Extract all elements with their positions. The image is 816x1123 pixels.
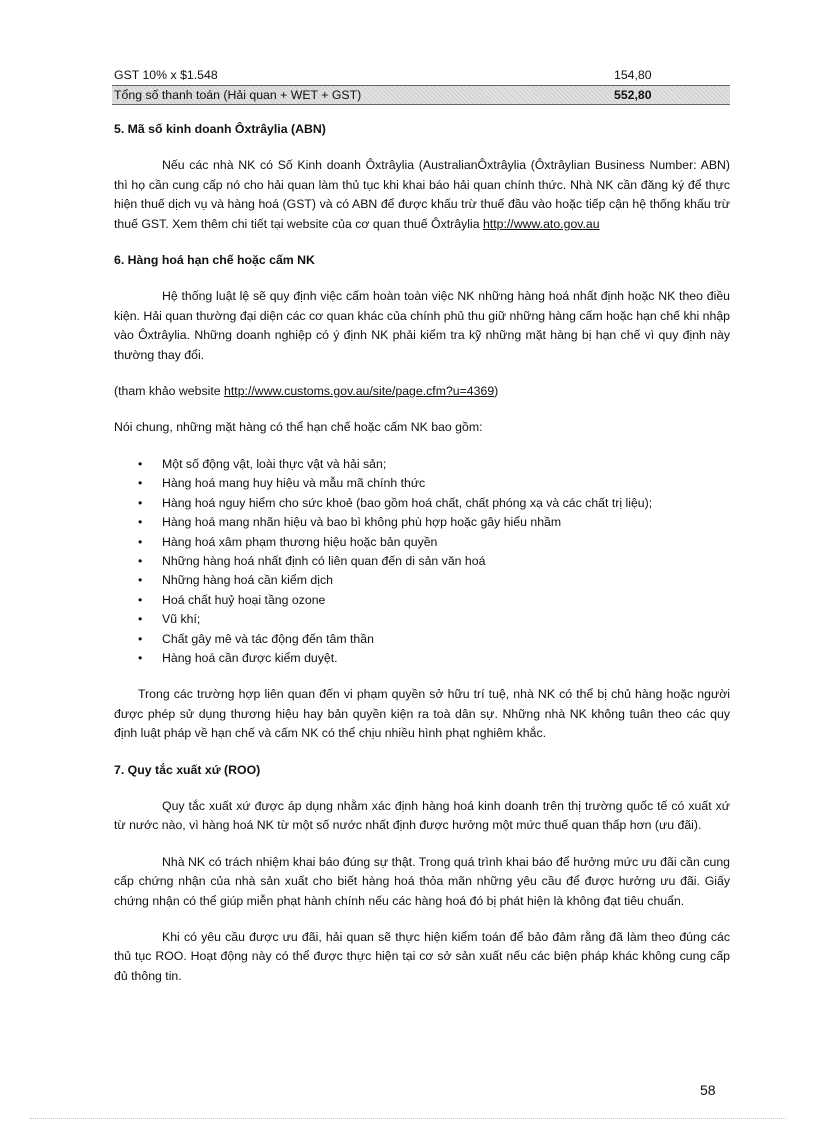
table-row bbox=[112, 66, 730, 85]
list-item-text: Hàng hoá mang nhãn hiệu và bao bì không phù hợp hoặc gây hiểu nhầm bbox=[162, 515, 562, 530]
restricted-goods-list bbox=[114, 455, 730, 668]
list-item-text: Những hàng hoá cần kiểm dịch bbox=[162, 573, 333, 588]
section-6-closing-paragraph: Trong các trường hợp liên quan đến vi phạm quyền sở hữu trí tuệ, nhà NK có thể bị chủ hàng hoặc người được phép sử dụng thương hiệu hay bản quyền kiện ra toà dân sự. Những nhà NK không tuân theo các quy định luật pháp về hạn chế và cấm NK có thể chịu nhiều hình phạt nghiêm khắc. bbox=[114, 687, 730, 741]
page-number: 58 bbox=[700, 1082, 716, 1098]
section-7-paragraph-2: Nhà NK có trách nhiệm khai báo đúng sự thật. Trong quá trình khai báo để hưởng mức ưu đãi cần cung cấp chứng nhận của nhà sản xuất cho biết hàng hoá thỏa mãn những yêu cầu để được hưởng ưu đãi. Giấy chứng nhận có thể giúp miễn phạt hành chính nếu các hàng hoá đó bị phát hiện là không đạt tiêu chuẩn. bbox=[114, 854, 730, 908]
bullet-icon: • bbox=[138, 650, 143, 665]
bullet-icon: • bbox=[138, 631, 143, 646]
list-item-text: Hàng hoá mang huy hiệu và mẫu mã chính thức bbox=[162, 476, 426, 491]
section-5-heading: 5. Mã số kinh doanh Ôxtrâylia (ABN) bbox=[114, 122, 326, 136]
list-item-text: Hàng hoá nguy hiểm cho sức khoẻ (bao gồm hoá chất, chất phóng xạ và các chất trị liệu); bbox=[162, 495, 653, 510]
customs-website-link[interactable]: http://www.customs.gov.au/site/page.cfm?u=4369 bbox=[224, 384, 495, 399]
bullet-icon: • bbox=[138, 476, 143, 491]
list-item bbox=[114, 455, 730, 474]
bullet-icon: • bbox=[138, 495, 143, 510]
section-7-heading: 7. Quy tắc xuất xứ (ROO) bbox=[114, 762, 261, 777]
bullet-icon: • bbox=[138, 592, 143, 607]
list-item bbox=[114, 494, 730, 513]
list-item-text: Một số động vật, loài thực vật và hải sản; bbox=[162, 456, 387, 471]
list-item bbox=[114, 610, 730, 629]
table-row-total bbox=[112, 85, 730, 105]
ato-website-link[interactable]: http://www.ato.gov.au bbox=[482, 216, 600, 231]
list-item bbox=[114, 571, 730, 590]
bullet-icon: • bbox=[138, 612, 143, 627]
list-item-text: Hoá chất huỷ hoại tầng ozone bbox=[162, 592, 326, 607]
section-6-heading: 6. Hàng hoá hạn chế hoặc cấm NK bbox=[114, 253, 315, 268]
list-intro: Nói chung, những mặt hàng có thể hạn chế hoặc cấm NK bao gồm: bbox=[114, 420, 483, 435]
page-bottom-divider bbox=[30, 1118, 786, 1119]
bullet-icon: • bbox=[138, 515, 143, 530]
list-item bbox=[114, 533, 730, 552]
bullet-icon: • bbox=[138, 573, 143, 588]
section-7-paragraph-3: Khi có yêu cầu được ưu đãi, hải quan sẽ thực hiện kiểm toán để bảo đảm rằng đã làm theo đúng các thủ tục ROO. Hoạt động này có thể được thực hiện tại cơ sở sản xuất nếu các biện pháp khác không cung cấp đủ thông tin. bbox=[114, 930, 730, 983]
bullet-icon: • bbox=[138, 553, 143, 568]
list-item bbox=[114, 552, 730, 571]
reference-line bbox=[114, 382, 730, 401]
reference-prefix: (tham khảo website bbox=[114, 384, 225, 399]
section-5-paragraph bbox=[114, 156, 730, 234]
table-row-label: Tổng số thanh toán (Hải quan + WET + GST) bbox=[114, 88, 362, 102]
list-item-text: Hàng hoá xâm phạm thương hiệu hoặc bản quyền bbox=[162, 534, 438, 549]
section-7-paragraph-1: Quy tắc xuất xứ được áp dụng nhằm xác định hàng hoá kinh doanh trên thị trường quốc tế có xuất xứ từ nước nào, vì hàng hoá NK từ một số nước nhất định được hưởng một mức thuế quan thấp hơn (ưu đãi). bbox=[114, 798, 730, 833]
table-row-value: 552,80 bbox=[614, 88, 652, 102]
reference-suffix: ) bbox=[494, 384, 499, 399]
table-row-label: GST 10% x $1.548 bbox=[114, 68, 218, 82]
table-row-value: 154,80 bbox=[614, 68, 652, 82]
document-body bbox=[114, 120, 730, 1003]
list-item-text: Vũ khí; bbox=[162, 612, 201, 627]
bullet-icon: • bbox=[138, 534, 143, 549]
list-item bbox=[114, 649, 730, 668]
section-6-paragraph: Hệ thống luật lệ sẽ quy định việc cấm hoàn toàn việc NK những hàng hoá nhất định hoặc NK theo điều kiện. Hải quan thường đại diện các cơ quan khác của chính phủ thu giữ những hàng cấm hoặc hạn chế khi nhập vào Ôxtrâylia. Những doanh nghiệp có ý định NK phải kiểm tra kỹ những mặt hàng bị hạn chế vì quy định này thường thay đổi. bbox=[114, 289, 730, 362]
list-item bbox=[114, 630, 730, 649]
list-item bbox=[114, 513, 730, 532]
list-item-text: Những hàng hoá nhất định có liên quan đến di sản văn hoá bbox=[162, 553, 486, 568]
list-item bbox=[114, 474, 730, 493]
list-item-text: Hàng hoá cần được kiểm duyệt. bbox=[162, 650, 338, 665]
bullet-icon: • bbox=[138, 456, 143, 471]
gst-table bbox=[112, 66, 730, 105]
list-item bbox=[114, 591, 730, 610]
list-item-text: Chất gây mê và tác động đến tâm thần bbox=[162, 631, 374, 646]
section-5-text: Nếu các nhà NK có Số Kinh doanh Ôxtrâylia (AustralianÔxtrâylia (Ôxtrâylian Business Number: ABN) thì họ cần cung cấp nó cho hải quan làm thủ tục khi khai báo hải quan chính thức. Nhà NK cần đăng ký để thực hiện thuế dịch vụ và hàng hoá (GST) và có ABN để được khấu trừ thuế đầu vào hoặc tiếp cận hệ thống khấu trừ thuế GST. Xem thêm chi tiết tại website của cơ quan thuế Ôxtrâylia bbox=[114, 158, 730, 231]
